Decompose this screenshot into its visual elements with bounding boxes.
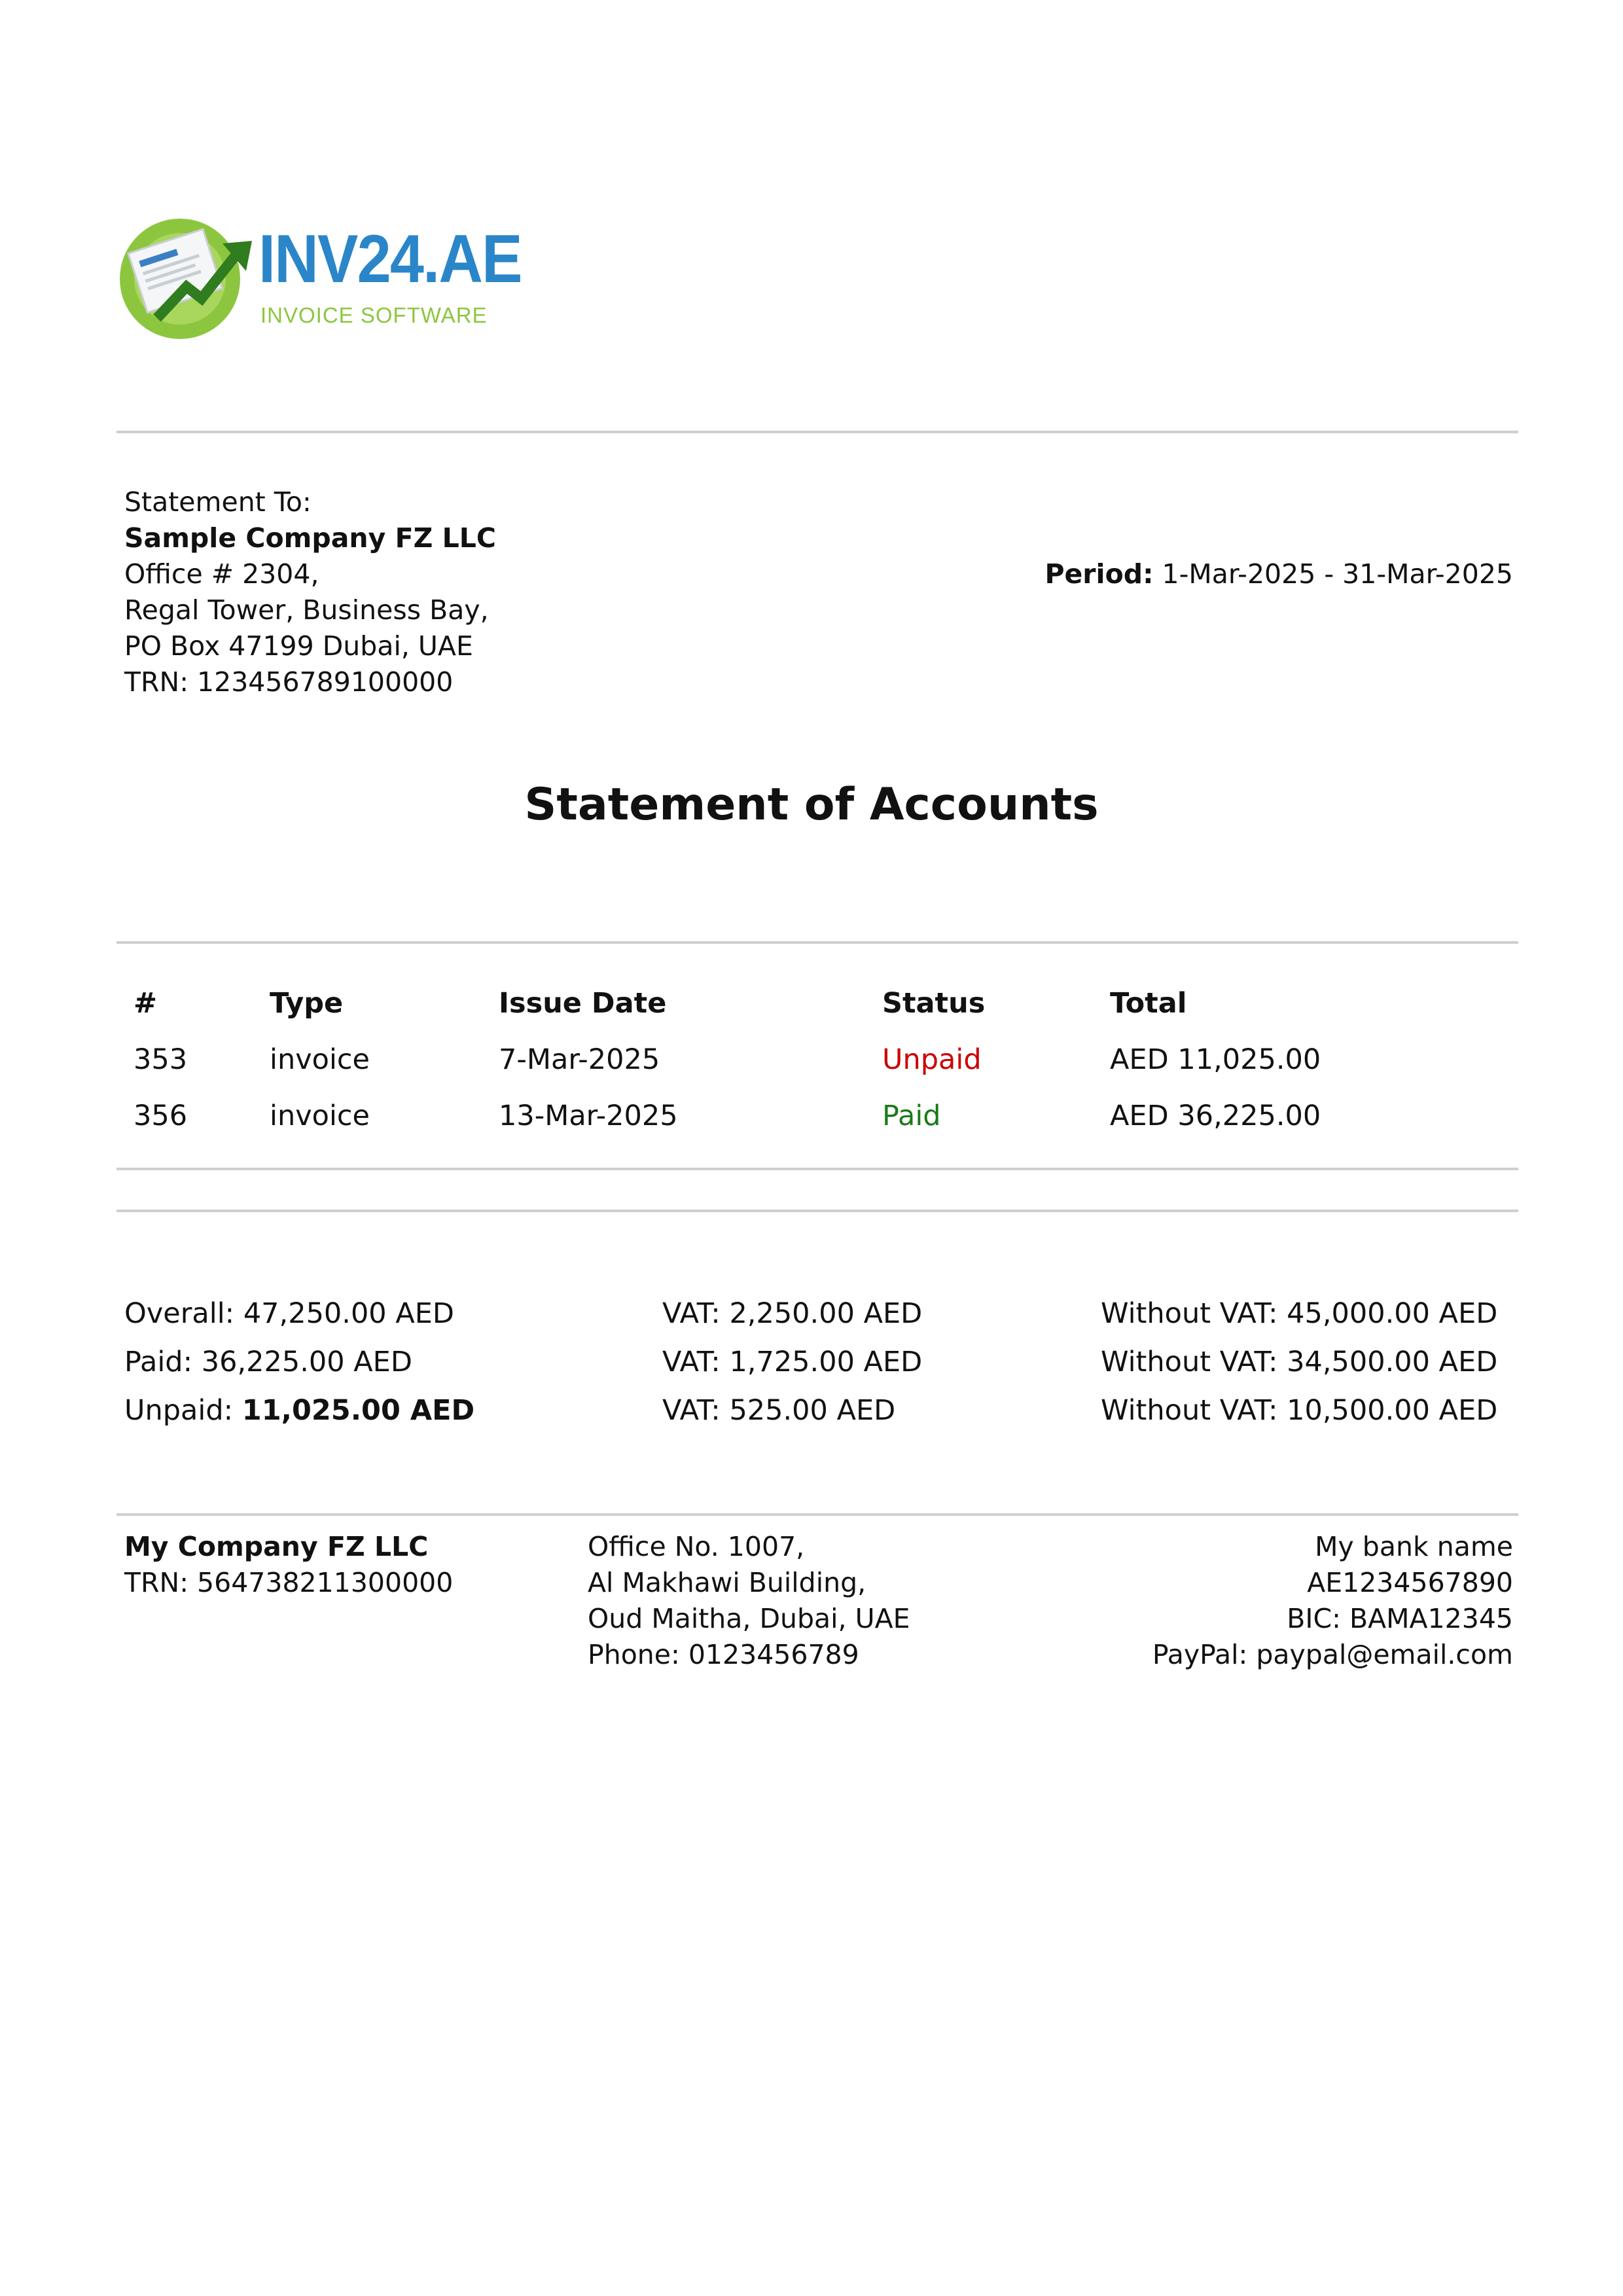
logo-brand-text: INV24.AE [259, 221, 522, 297]
logo-graphic-icon [118, 213, 255, 344]
invoice-issue-date: 7-Mar-2025 [499, 1043, 660, 1076]
summary-paid: Paid: 36,225.00 AED [124, 1346, 412, 1378]
document-title: Statement of Accounts [524, 779, 1099, 831]
period-label: Period: [1044, 558, 1154, 590]
bank-name: My bank name [1315, 1531, 1513, 1562]
bank-iban: AE1234567890 [1307, 1567, 1513, 1598]
divider [116, 1513, 1518, 1516]
summary-unpaid-value: 11,025.00 AED [241, 1394, 475, 1427]
footer-address [588, 1529, 910, 1673]
logo-tagline: INVOICE SOFTWARE [260, 303, 488, 327]
footer-company-trn: TRN: 564738211300000 [124, 1567, 454, 1598]
client-trn: TRN: 123456789100000 [124, 666, 454, 698]
footer-address-line: Oud Maitha, Dubai, UAE [588, 1603, 910, 1634]
summary-unpaid-label: Unpaid: [124, 1394, 234, 1427]
column-header-number: # [134, 987, 158, 1020]
divider [116, 1168, 1518, 1170]
invoice-type: invoice [270, 1100, 370, 1132]
column-header-total: Total [1110, 987, 1187, 1020]
status-badge: Unpaid [882, 1043, 982, 1076]
summary-without-vat-overall: Without VAT: 45,000.00 AED [1101, 1297, 1498, 1330]
summary-overall: Overall: 47,250.00 AED [124, 1297, 455, 1330]
period [1044, 556, 1513, 592]
statement-to-heading: Statement To: [124, 486, 312, 518]
statement-to-block [124, 484, 496, 700]
column-header-type: Type [270, 987, 344, 1020]
invoice-total: AED 36,225.00 [1110, 1100, 1321, 1132]
footer-address-line: Al Makhawi Building, [588, 1567, 866, 1598]
invoice-number: 356 [134, 1100, 188, 1132]
summary-unpaid [124, 1393, 474, 1429]
invoice-number: 353 [134, 1043, 188, 1076]
client-address-line: Office # 2304, [124, 558, 319, 590]
summary-vat-unpaid: VAT: 525.00 AED [662, 1394, 896, 1427]
footer-company [124, 1529, 453, 1601]
divider [116, 1210, 1518, 1212]
column-header-status: Status [882, 987, 986, 1020]
client-address-line: PO Box 47199 Dubai, UAE [124, 630, 473, 662]
client-company-name: Sample Company FZ LLC [124, 522, 496, 554]
footer-phone: Phone: 0123456789 [588, 1639, 859, 1670]
footer-address-line: Office No. 1007, [588, 1531, 805, 1562]
summary-vat-overall: VAT: 2,250.00 AED [662, 1297, 923, 1330]
company-logo [118, 213, 522, 344]
divider [116, 941, 1518, 944]
paypal-email: PayPal: paypal@email.com [1152, 1639, 1513, 1670]
column-header-issue-date: Issue Date [499, 987, 667, 1020]
footer-bank-details [1152, 1529, 1513, 1673]
summary-without-vat-paid: Without VAT: 34,500.00 AED [1101, 1346, 1498, 1378]
status-badge: Paid [882, 1100, 941, 1132]
invoice-issue-date: 13-Mar-2025 [499, 1100, 678, 1132]
summary-vat-paid: VAT: 1,725.00 AED [662, 1346, 923, 1378]
footer-company-name: My Company FZ LLC [124, 1531, 429, 1562]
divider [116, 431, 1518, 433]
invoice-total: AED 11,025.00 [1110, 1043, 1321, 1076]
summary-without-vat-unpaid: Without VAT: 10,500.00 AED [1101, 1394, 1498, 1427]
client-address-line: Regal Tower, Business Bay, [124, 594, 489, 626]
period-value: 1-Mar-2025 - 31-Mar-2025 [1162, 558, 1513, 590]
bank-bic: BIC: BAMA12345 [1287, 1603, 1513, 1634]
invoice-type: invoice [270, 1043, 370, 1076]
